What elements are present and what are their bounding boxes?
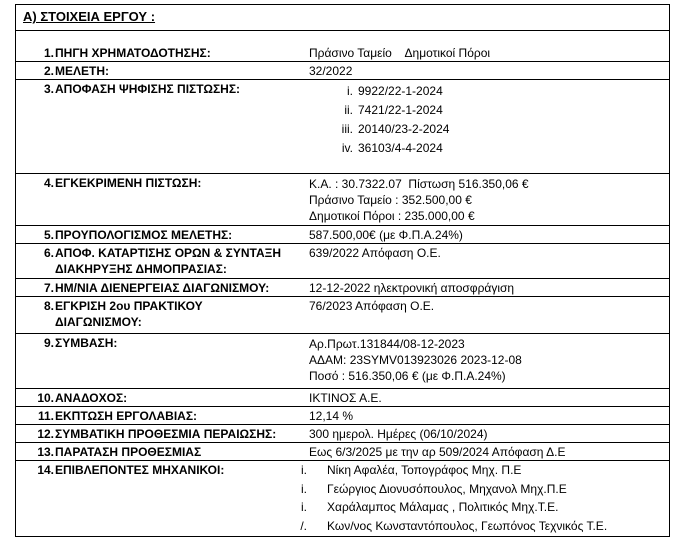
row-label: ΠΗΓΗ ΧΡΗΜΑΤΟΔΟΤΗΣΗΣ: <box>55 46 211 60</box>
row-number: 10. <box>37 391 54 405</box>
row-label: ΕΓΚΕΚΡΙΜΕΝΗ ΠΙΣΤΩΣΗ: <box>55 176 202 190</box>
table-row <box>15 443 670 461</box>
row-number: 14. <box>37 463 54 477</box>
row-number: 1. <box>43 46 54 60</box>
table-row <box>15 80 670 174</box>
row-value: 300 ημερολ. Ημέρες (06/10/2024) <box>309 427 488 441</box>
section-header: Α) ΣΤΟΙΧΕΙΑ ΕΡΓΟΥ : <box>23 9 156 24</box>
row-value: 639/2022 Απόφαση Ο.Ε. <box>309 246 441 260</box>
list-item: Κων/νος Κωνσταντόπουλος, Γεωπόνος Τεχνικός Τ.Ε. <box>327 518 608 533</box>
table-row <box>15 425 670 443</box>
row-number: 2. <box>43 64 54 78</box>
row-label: ΗΜ/ΝΙΑ ΔΙΕΝΕΡΓΕΙΑΣ ΔΙΑΓΩΝΙΣΜΟΥ: <box>55 281 270 295</box>
row-value-line: Πράσινο Ταμείο : 352.500,00 € <box>309 193 472 207</box>
list-item-marker: ii. <box>344 103 353 117</box>
row-value-line: ΑΔΑΜ: 23SYMV013923026 2023-12-08 <box>309 353 522 367</box>
row-value: 12-12-2022 ηλεκτρονική αποσφράγιση <box>309 281 515 295</box>
row-label-continued: ΔΙΑΓΩΝΙΣΜΟΥ: <box>55 315 142 329</box>
table-row <box>15 461 670 537</box>
list-item: 7421/22-1-2024 <box>358 103 443 117</box>
row-value: Εως 6/3/2025 με την αρ 509/2024 Απόφαση Δ.Ε <box>309 445 566 459</box>
list-item: 9922/22-1-2024 <box>358 84 443 98</box>
row-number: 3. <box>43 82 54 96</box>
row-label: ΑΠΟΦΑΣΗ ΨΗΦΙΣΗΣ ΠΙΣΤΩΣΗΣ: <box>55 82 241 96</box>
list-item-marker: iv. <box>341 141 353 155</box>
list-item-marker: i. <box>301 500 307 514</box>
row-number: 7. <box>43 281 54 295</box>
row-value-line: Ποσό : 516.350,06 € (με Φ.Π.Α.24%) <box>309 369 506 383</box>
row-label: ΑΠΟΦ. ΚΑΤΑΡΤΙΣΗΣ ΟΡΩΝ & ΣΥΝΤΑΞΗ <box>55 246 282 260</box>
row-label: ΣΥΜΒΑΤΙΚΗ ΠΡΟΘΕΣΜΙΑ ΠΕΡΑΙΩΣΗΣ: <box>55 427 277 441</box>
row-label: ΕΓΚΡΙΣΗ 2ου ΠΡΑΚΤΙΚΟΥ <box>55 299 203 313</box>
list-item: 36103/4-4-2024 <box>358 141 443 155</box>
list-item-marker: i. <box>301 481 307 496</box>
row-number: 5. <box>43 228 54 242</box>
table-row <box>15 62 670 80</box>
row-number: 12. <box>37 427 54 441</box>
row-label: ΠΡΟΥΠΟΛΟΓΙΣΜΟΣ ΜΕΛΕΤΗΣ: <box>55 228 233 242</box>
table-row <box>15 244 670 279</box>
row-value: 587.500,00€ (με Φ.Π.Α.24%) <box>309 228 463 242</box>
list-item-marker: i. <box>347 84 353 98</box>
row-label: ΕΠΙΒΛΕΠΟΝΤΕΣ ΜΗΧΑΝΙΚΟΙ: <box>55 463 225 477</box>
row-number: 8. <box>43 299 54 313</box>
row-number: 9. <box>43 336 54 350</box>
row-number: 6. <box>43 246 54 260</box>
row-value: ΙΚΤΙΝΟΣ Α.Ε. <box>309 391 382 405</box>
row-number: 11. <box>37 409 54 423</box>
header-divider <box>15 30 670 31</box>
table-row <box>15 226 670 244</box>
table-row <box>15 389 670 407</box>
row-value-line: Δημοτικοί Πόροι : 235.000,00 € <box>309 209 475 223</box>
row-value: Πράσινο Ταμείο Δημοτικοί Πόροι <box>309 46 491 60</box>
list-item-marker: i. <box>301 463 307 477</box>
row-value: 76/2023 Απόφαση Ο.Ε. <box>309 299 435 313</box>
row-label: ΣΥΜΒΑΣΗ: <box>55 336 118 350</box>
table-row <box>15 279 670 297</box>
row-label-continued: ΔΙΑΚΗΡΥΞΗΣ ΔΗΜΟΠΡΑΣΙΑΣ: <box>55 262 227 276</box>
row-value-line: Κ.Α. : 30.7322.07 Πίστωση 516.350,06 € <box>309 177 529 191</box>
list-item: Χαράλαμπος Μάλαμας , Πολιτικός Μηχ.Τ.Ε. <box>327 500 559 514</box>
row-number: 4. <box>43 176 54 190</box>
row-value: 12,14 % <box>309 409 354 423</box>
row-value-line: Αρ.Πρωτ.131844/08-12-2023 <box>309 337 465 351</box>
list-item-marker: /. <box>300 518 307 533</box>
row-value: 32/2022 <box>309 64 353 78</box>
row-label: ΠΑΡΑΤΑΣΗ ΠΡΟΘΕΣΜΙΑΣ <box>55 445 202 459</box>
table-row <box>15 297 670 334</box>
list-item: Γεώργιος Διονυσόπουλος, Μηχανολ Μηχ.Π.Ε <box>327 481 567 496</box>
row-number: 13. <box>37 445 54 459</box>
table-row <box>15 44 670 62</box>
row-label: ΜΕΛΕΤΗ: <box>55 64 109 78</box>
table-row <box>15 334 670 389</box>
table-row <box>15 174 670 226</box>
list-item: 20140/23-2-2024 <box>358 122 450 136</box>
list-item: Νίκη Αφαλέα, Τοπογράφος Μηχ. Π.Ε <box>327 463 522 477</box>
list-item-marker: iii. <box>341 122 353 136</box>
row-label: ΑΝΑΔΟΧΟΣ: <box>55 391 128 405</box>
row-label: ΕΚΠΤΩΣΗ ΕΡΓΟΛΑΒΙΑΣ: <box>55 409 198 423</box>
table-row <box>15 407 670 425</box>
